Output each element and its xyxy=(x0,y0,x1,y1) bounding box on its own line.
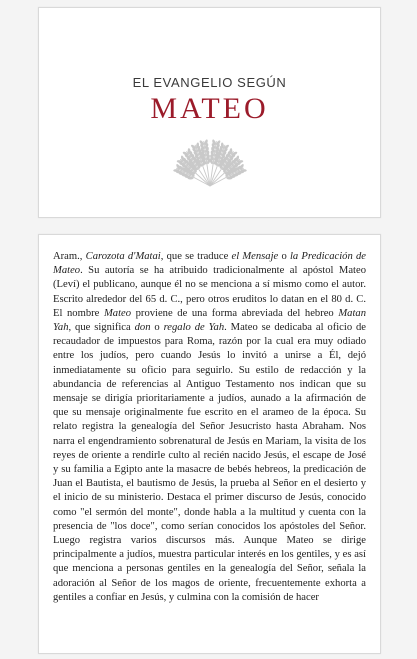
italic-phrase: Carozota d'Matai xyxy=(85,251,161,262)
text-run: , que significa xyxy=(68,322,135,334)
text-run: , que se traduce xyxy=(160,251,232,262)
italic-phrase: Mateo xyxy=(103,307,132,319)
text-run: Aram., xyxy=(53,251,86,262)
intro-paragraph xyxy=(53,250,366,605)
italic-phrase: el Mensaje xyxy=(231,251,279,262)
text-run: o xyxy=(150,322,164,334)
intro-card xyxy=(38,234,381,654)
text-run: . Su autoría se ha atribuido tradicionalmente al apóstol Mateo (Leví) el publicano, aunque él no se menciona a sí mismo como el autor. Escrito alrededor del 65 d. C., pero otros eruditos lo datan en el 80 d. C. El nombre xyxy=(53,265,366,319)
title-card xyxy=(38,7,381,218)
text-run: o xyxy=(278,251,290,262)
italic-phrase: don xyxy=(134,322,151,334)
text-run: . Mateo se dedicaba al oficio de recaudador de impuestos para Roma, razón por la cual era muy odiado entre los judíos, pero cuando Jesús lo invitó a unirse a Él, dejó inmediatamente su oficio para seguirlo. Su estilo de redacción y la abundancia de referencias al Antiguo Testamento nos indican que su mensaje se dirigía prioritariamente a judíos, aunado a la afirmación de que su mensaje originalmente fue escrito en el arameo de la época. Su relato registra la genealogía del Señor Jesucristo hasta Abraham. Nos narra el engendramiento sobrenatural de Jesús en Mariam, la visita de los reyes de oriente a rendirle culto al recién nacido Jesús, el escape de José y su familia a Egipto ante la masacre de bebés hebreos, la predicación de Juan el Bautista, el bautismo de Jesús, la prueba al Señor en el desierto y el inicio de su ministerio. Destaca el primer discurso de Jesús, conocido como "el sermón del monte", donde habla a la multitud y cuenta con la presencia de "los doce", como serían conocidos los apóstoles del Señor. Luego registra varios discursos más. Aunque Mateo se dirige principalmente a judíos, muestra particular interés en los gentiles, y es así que menciona a personas gentiles en la genealogía del Señor, señala la adoración al Señor de los magos de oriente, frecuentemente exhorta a gentiles a confiar en Jesús, y culmina con la comisión de hacer xyxy=(53,322,366,603)
italic-phrase: regalo de Yah xyxy=(163,322,225,334)
book-title: MATEO xyxy=(150,92,269,125)
text-run: proviene de una forma abreviada del hebreo xyxy=(131,307,339,319)
wheat-sheaf-icon xyxy=(155,134,265,190)
italic-phrase: la Predicación de Mateo xyxy=(53,251,366,277)
italic-phrase: Matan Yah xyxy=(53,307,366,334)
book-kicker: EL EVANGELIO SEGÚN xyxy=(132,75,287,90)
